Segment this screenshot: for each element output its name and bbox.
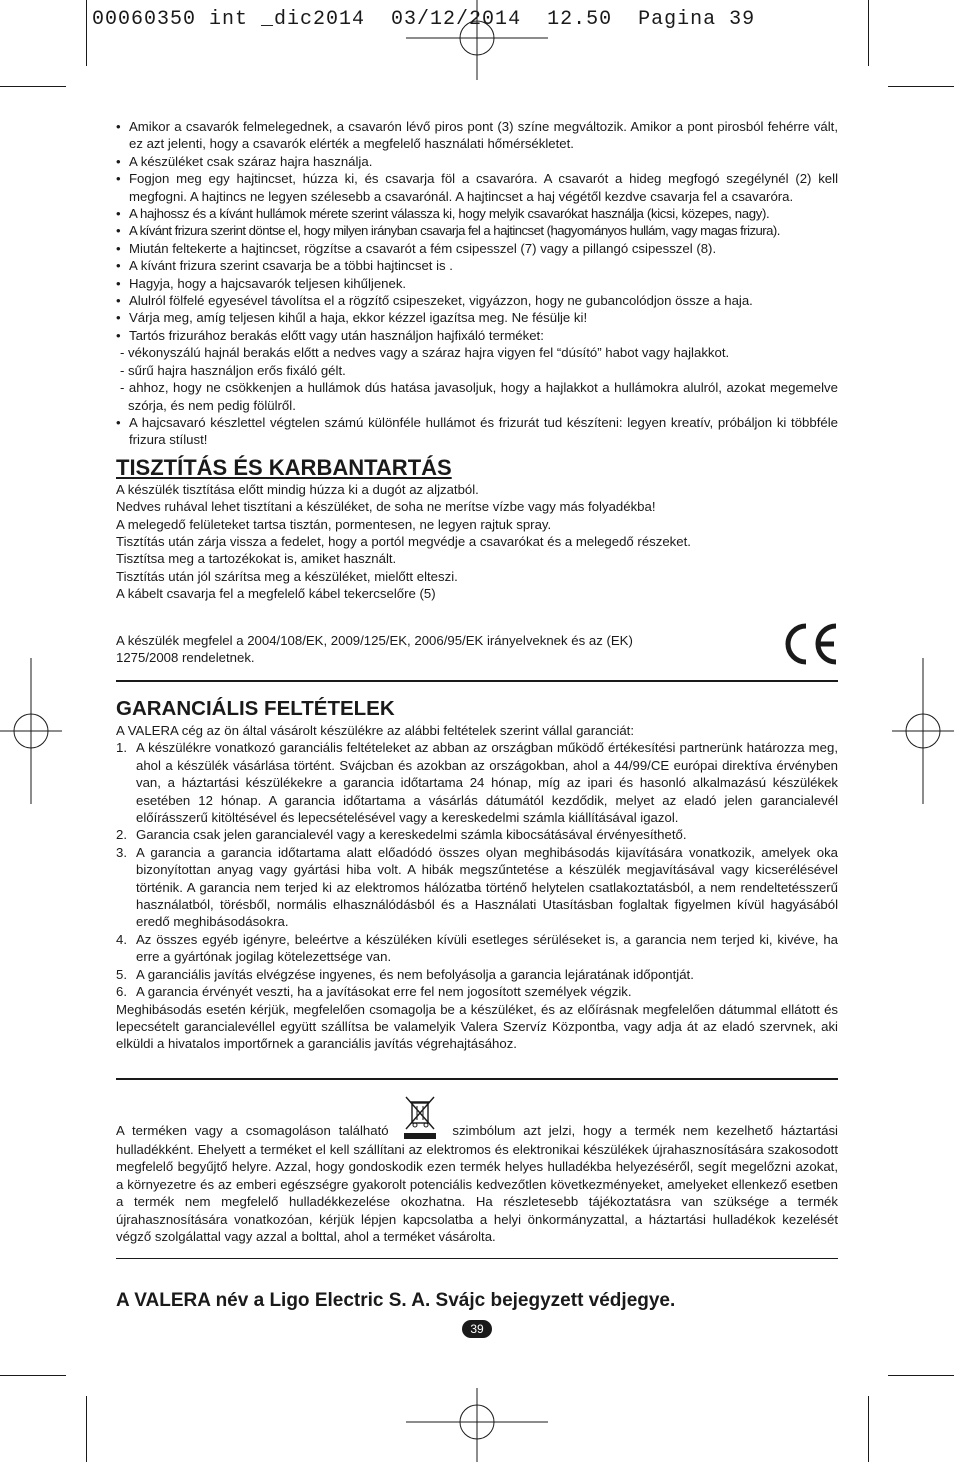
cleaning-line: Tisztítsa meg a tartozékokat is, amiket használt. bbox=[116, 551, 397, 567]
page-number-badge: 39 bbox=[462, 1320, 492, 1338]
list-item: • Amikor a csavarók felmelegednek, a csavarón lévő piros pont (3) színe megváltozik. Amikor a pont pirosból fehérre vált, ez azt jelenti, hogy a csavarók elérték a megfelelő használati hőmérsékletet. bbox=[116, 118, 838, 153]
crop-mark bbox=[0, 1375, 66, 1376]
crop-mark bbox=[86, 0, 87, 66]
instructions-section bbox=[116, 118, 838, 603]
item-text: Az összes egyéb igényre, beleértve a készüléken kívüli esetleges sérüléseket is, a garancia nem terjed ki, kivéve, ha erre a gyártónak jogilag kötelezettsége van. bbox=[136, 931, 838, 965]
weee-section bbox=[116, 1122, 838, 1245]
warranty-section bbox=[116, 696, 838, 1053]
list-item: • Várja meg, amíg teljesen kihűl a haja, ekkor kézzel igazítsa meg. Ne fésülje ki! bbox=[116, 309, 838, 326]
crop-mark bbox=[86, 1396, 87, 1462]
divider bbox=[116, 1078, 838, 1080]
cleaning-line: A készülék tisztítása előtt mindig húzza ki a dugót az aljzatból. bbox=[116, 481, 479, 497]
crop-mark bbox=[888, 86, 954, 87]
warranty-item bbox=[116, 844, 838, 931]
cleaning-line: Nedves ruhával lehet tisztítani a készüléket, de soha ne merítse vízbe vagy más folyadékba! bbox=[116, 499, 656, 515]
registration-mark-bottom bbox=[406, 1388, 548, 1462]
ce-mark-icon bbox=[778, 622, 840, 666]
list-item: • A készüléket csak száraz hajra használja. bbox=[116, 153, 838, 170]
cleaning-heading: TISZTÍTÁS ÉS KARBANTARTÁS bbox=[116, 454, 452, 480]
warranty-item bbox=[116, 966, 838, 983]
print-header: 00060350 int _dic2014 03/12/2014 12.50 Pagina 39 bbox=[92, 8, 756, 31]
list-item: • A kívánt frizura szerint döntse el, hogy milyen irányban csavarja fel a hajtincset (hagyományos hullám, vagy magas frizura). bbox=[116, 222, 838, 239]
sub-list-item: - vékonyszálú hajnál berakás előtt a nedves vagy a száraz hajra vigyen fel “dúsító” habot vagy hajlakkot. bbox=[120, 345, 730, 361]
item-number: 5. bbox=[116, 966, 127, 982]
list-item: • Miután feltekerte a hajtincset, rögzítse a csavarót a fém csipesszel (7) vagy a pillangó csipesszel (8). bbox=[116, 240, 838, 257]
item-text: A garanciális javítás elvégzése ingyenes, és nem befolyásolja a garancia lejáratának időpontját. bbox=[136, 966, 694, 982]
warranty-item bbox=[116, 826, 838, 843]
compliance-text: A készülék megfelel a 2004/108/EK, 2009/125/EK, 2006/95/EK irányelveknek és az (EK) 1275/2008 rendeletnek. bbox=[116, 633, 633, 666]
cleaning-line: A kábelt csavarja fel a megfelelő kábel tekercselőre (5) bbox=[116, 586, 436, 602]
item-number: 3. bbox=[116, 844, 127, 860]
warranty-intro: A VALERA cég az ön által vásárolt készülékre az alábbi feltételek szerint vállal garanciát: bbox=[116, 723, 635, 738]
registration-mark-right bbox=[892, 658, 954, 804]
cleaning-line: A melegedő felületeket tartsa tisztán, pormentesen, ne legyen rajtuk spray. bbox=[116, 516, 552, 532]
warranty-item bbox=[116, 739, 838, 826]
crop-mark bbox=[868, 0, 869, 66]
item-text: A garancia a garancia időtartama alatt előadódó összes olyan meghibásodás kijavítására vonatkozik, amelyek oka bizonyítottan anyag vagy gyártási hiba volt. A hibák megszűntetése a készülék megjavításával vagy kicserélésével történik. A garancia nem terjed ki az elektromos hálózatba történő helytelen csatlakoztatásból, a nem rendeltetésszerű használatból, törésből, normális elhasználódásból és a Használati Utasításban foglaltak figyelmen kívül hagyásából eredő meghibásodásokra. bbox=[136, 844, 838, 930]
cleaning-line: Tisztítás után jól szárítsa meg a készüléket, mielőtt elteszi. bbox=[116, 568, 458, 584]
item-text: Garancia csak jelen garancialevél vagy a kereskedelmi számla kibocsátásával érvényesíthető. bbox=[136, 827, 687, 843]
sub-list-item: - ahhoz, hogy ne csökkenjen a hullámok dús hatása javasoljuk, hogy a hajlakkot a hullámokra alulról, azokat megemelve szórja, és nem pedig fölülről. bbox=[120, 380, 838, 413]
list-item: • A hajcsavaró készlettel végtelen számú különféle hullámot és frizurát tud készíteni: legyen kreatív, próbáljon ki többféle frizura stílust! bbox=[116, 414, 838, 449]
item-text: A garancia érvényét veszti, ha a javításokat erre fel nem jogosított személyek végzik. bbox=[136, 984, 632, 1000]
warranty-closing: Meghibásodás esetén kérjük, megfelelően csomagolja be a készüléket, és az előírásnak megfelelően dátummal ellátott és lepecsételt garancialevéllel együtt szállítsa be valamelyik Valera Szervíz Központba, vagy adja át az eladó szervnek, aki elküldi a hivatalos importőrnek a garanciális javítás végrehajtásához. bbox=[116, 1001, 838, 1052]
crossed-bin-icon bbox=[402, 1093, 438, 1141]
trademark-notice: A VALERA név a Ligo Electric S. A. Svájc bejegyzett védjegye. bbox=[116, 1290, 676, 1311]
crop-mark bbox=[888, 1375, 954, 1376]
registration-mark-left bbox=[0, 658, 62, 804]
item-number: 6. bbox=[116, 984, 127, 1000]
item-number: 1. bbox=[116, 740, 127, 756]
list-item: • Alulról fölfelé egyesével távolítsa el a rögzítő csipeszeket, vigyázzon, hogy ne gubancolódjon össze a haja. bbox=[116, 292, 838, 309]
list-item: • Hagyja, hogy a hajcsavarók teljesen kihűljenek. bbox=[116, 275, 838, 292]
warranty-heading: GARANCIÁLIS FELTÉTELEK bbox=[116, 697, 395, 720]
crop-mark bbox=[0, 86, 66, 87]
weee-text: szimbólum azt jelzi, hogy a termék nem kezelhető háztartási hulladékként. Ehelyett a terméket el kell szállítani az elektromos és elektronikai készülékek újrahasznosítására szakosodott megfelelő begyűjtő helyre. Azzal, hogy gondoskodik ezen termék helyes hulladékba helyezéséről, segít megelőzni azokat, a környezetre és az emberi egészségre gyakorolt potenciális kedvezőtlen következményeket, amelyeket ellenkező esetben a termék nem megfelelő hulladékkezelése okozhatna. Ha részletesebb tájékoztatásra van szüksége a termék újrahasznosítására vonatkozóan, kérjük lépjen kapcsolatba a helyi önkormányzattal, a háztartási hulladékok kezelését végző szolgálattal vagy azzal a bolttal, ahol a terméket vásárolta. bbox=[116, 1123, 838, 1245]
list-item: • A kívánt frizura szerint csavarja be a többi hajtincset is . bbox=[116, 257, 838, 274]
list-item: • Tartós frizurához berakás előtt vagy után használjon hajfixáló terméket: bbox=[116, 327, 838, 344]
cleaning-line: Tisztítás után zárja vissza a fedelet, hogy a portól megvédje a csavarókat és a melegedő részeket. bbox=[116, 533, 691, 549]
weee-lead: A terméken vagy a csomagoláson található bbox=[116, 1123, 389, 1138]
crop-mark bbox=[868, 1396, 869, 1462]
warranty-item bbox=[116, 931, 838, 966]
item-number: 4. bbox=[116, 931, 127, 947]
item-number: 2. bbox=[116, 827, 127, 843]
item-text: A készülékre vonatkozó garanciális feltételeket az abban az országban működő értékesítési partnerünk határozza meg, ahol a készülék vásárlása történt. Svájcban és azokban az országokban, ahol a 44/99/CE európai direktíva érvényben van, a háztartási készülékekre a garancia időtartama 24 hónap, míg az ipari és hasonló alkalmazású készülékek esetében 12 hónap. A garancia időtartama a vásárlás dátumától kezdődik, melyet az eladó jelen garancialevél előírásszerű kitöltésével és lepecsételésével vagy a kereskedelmi számla kiállításával igazol. bbox=[136, 740, 838, 826]
divider bbox=[116, 680, 838, 682]
list-item: • A hajhossz és a kívánt hullámok mérete szerint válassza ki, hogy melyik csavarókat használja (kicsi, közepes, nagy). bbox=[116, 205, 838, 222]
sub-list-item: - sűrű hajra használjon erős fixáló gélt. bbox=[120, 362, 346, 378]
warranty-item bbox=[116, 983, 838, 1000]
divider bbox=[116, 1258, 838, 1259]
list-item: • Fogjon meg egy hajtincset, húzza ki, és csavarja föl a csavaróra. A csavarót a hideg megfogó szegélynél (2) kell megfogni. A hajtincs ne legyen szélesebb a csavarónál. A hajtincset a haj végétől kezdve csavarja fel a csavaróra. bbox=[116, 170, 838, 205]
